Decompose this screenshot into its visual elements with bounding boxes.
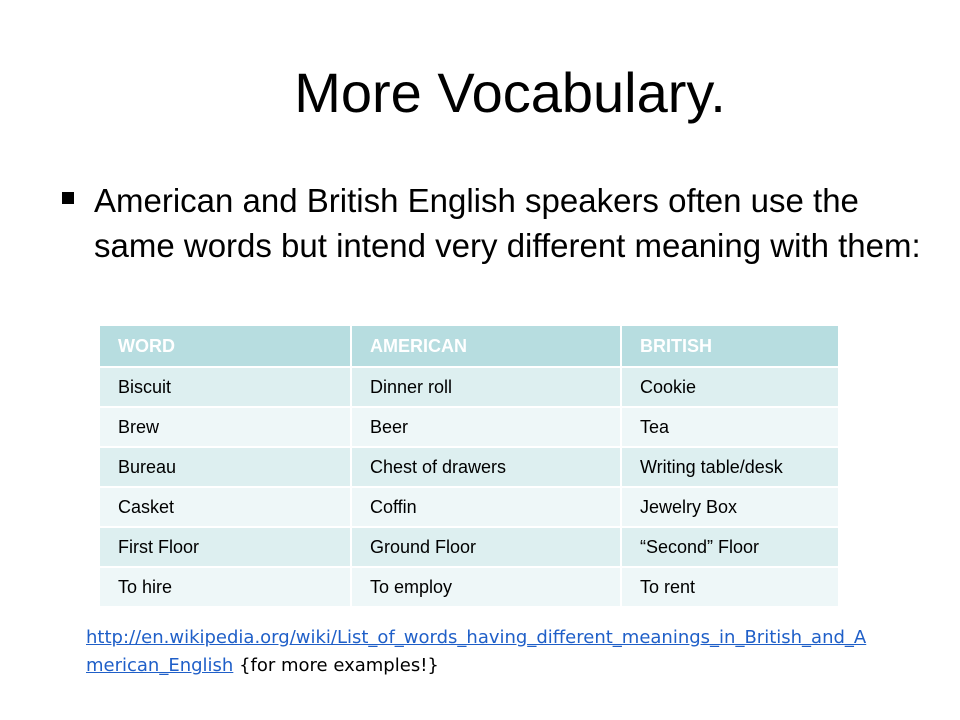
vocabulary-table bbox=[98, 324, 840, 608]
cell-american: Dinner roll bbox=[351, 367, 621, 407]
cell-british: Tea bbox=[621, 407, 839, 447]
cell-british: Writing table/desk bbox=[621, 447, 839, 487]
cell-american: Coffin bbox=[351, 487, 621, 527]
header-word: WORD bbox=[99, 325, 351, 367]
footer-note: {for more examples!} bbox=[233, 655, 439, 676]
cell-word: Casket bbox=[99, 487, 351, 527]
cell-american: Chest of drawers bbox=[351, 447, 621, 487]
cell-british: To rent bbox=[621, 567, 839, 607]
cell-word: Bureau bbox=[99, 447, 351, 487]
slide-title: More Vocabulary. bbox=[294, 61, 726, 124]
source-footer bbox=[86, 624, 876, 680]
cell-british: Jewelry Box bbox=[621, 487, 839, 527]
cell-british: “Second” Floor bbox=[621, 527, 839, 567]
cell-word: First Floor bbox=[99, 527, 351, 567]
table-header-row bbox=[99, 325, 839, 367]
bullet-item bbox=[62, 178, 922, 268]
table-row bbox=[99, 527, 839, 567]
header-british: BRITISH bbox=[621, 325, 839, 367]
table-row bbox=[99, 407, 839, 447]
table-row bbox=[99, 447, 839, 487]
square-bullet-icon bbox=[62, 192, 74, 204]
table-row bbox=[99, 567, 839, 607]
cell-word: Brew bbox=[99, 407, 351, 447]
bullet-text: American and British English speakers often use the same words but intend very different meaning with them: bbox=[94, 182, 921, 264]
cell-word: To hire bbox=[99, 567, 351, 607]
cell-word: Biscuit bbox=[99, 367, 351, 407]
table-row bbox=[99, 487, 839, 527]
cell-american: To employ bbox=[351, 567, 621, 607]
header-american: AMERICAN bbox=[351, 325, 621, 367]
table-row bbox=[99, 367, 839, 407]
cell-american: Beer bbox=[351, 407, 621, 447]
wikipedia-link[interactable]: http://en.wikipedia.org/wiki/List_of_words_having_different_meanings_in_British_and_American_English bbox=[86, 627, 867, 676]
cell-british: Cookie bbox=[621, 367, 839, 407]
cell-american: Ground Floor bbox=[351, 527, 621, 567]
